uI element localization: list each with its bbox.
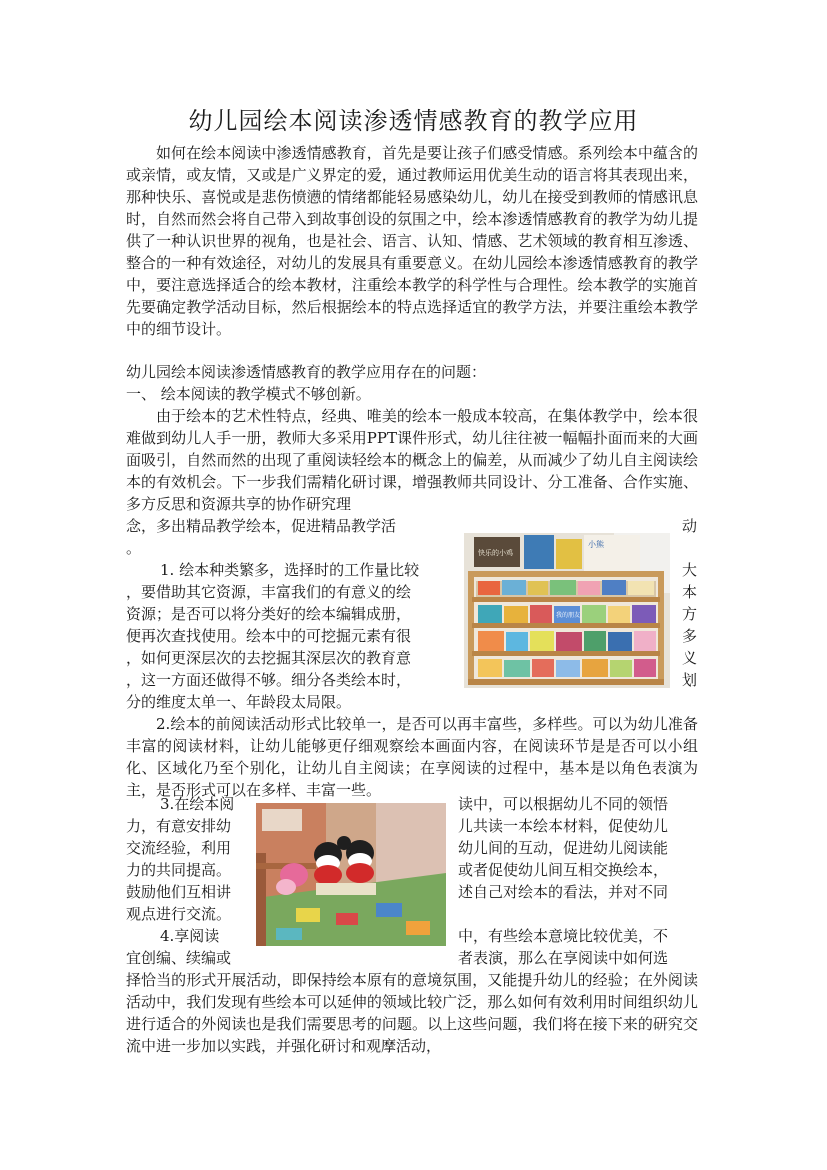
- item1-line-6: ，这一方面还做得不够。细分各类绘本时，: [126, 671, 412, 689]
- item3-right-5: 述自己对绘本的看法，并对不同: [458, 883, 669, 901]
- item3-right-1: 读中，可以根据幼儿不同的领悟: [458, 795, 669, 813]
- item4-right-2: 者表演，那么在享阅读中如何选: [458, 949, 669, 967]
- section1-last-line: 念，多出精品教学绘本，促进精品教学活: [126, 517, 397, 535]
- item3-right-3: 幼儿间的互动，促进幼儿阅读能: [458, 839, 669, 857]
- item2-paragraph: 2.绘本的前阅读活动形式比较单一，是否可以再丰富些，多样些。可以为幼儿准备丰富的阅读材料，让幼儿能够更仔细观察绘本画面内容，在阅读环节是是否可以小组化、区域化乃至个别化，让幼儿自主阅读；在享阅读的过程中，基本是以角色表演为主，是否形式可以在多样、丰富一些。: [126, 715, 698, 799]
- item1-right-2: 本: [682, 583, 698, 601]
- bookshelf-photo: [464, 533, 670, 688]
- item4-paragraph-rest: 择恰当的形式开展活动，即保持绘本原有的意境氛围，又能提升幼儿的经验；在外阅读活动中，我们发现有些绘本可以延伸的领域比较广泛，那么如何有效利用时间组织幼儿进行适合的外阅读也是我们需要思考的问题。以上这些问题，我们将在接下来的研究交流中进一步加以实践，并强化研讨和观摩活动，: [126, 971, 698, 1055]
- item3-right-2: 儿共读一本绘本材料，促使幼儿: [458, 817, 669, 835]
- item4-left-2: 宜创编、续编或: [126, 949, 232, 967]
- item1-line-2: ，要借助其它资源，丰富我们的有意义的绘: [126, 583, 412, 601]
- item1-line-1: 1. 绘本种类繁多，选择时的工作量比较: [160, 561, 420, 579]
- item1-line-3: 资源；是否可以将分类好的绘本编辑成册，: [126, 605, 412, 623]
- item3-left-2: 力，有意安排幼: [126, 817, 232, 835]
- section1-paragraph: 由于绘本的艺术性特点，经典、唯美的绘本一般成本较高，在集体教学中，绘本很难做到幼儿人手一册，教师大多采用PPT课件形式，幼儿往往被一幅幅扑面而来的大画面吸引，自然而然的出现了重阅读轻绘本的概念上的偏差，从而减少了幼儿自主阅读绘本的有效机会。下一步我们需精化研讨课，增强教师共同设计、分工准备、合作实施、多方反思和资源共享的协作研究理: [126, 407, 698, 513]
- item3-left-1: 3.在绘本阅: [160, 795, 235, 813]
- item1-line-5: ，如何更深层次的去挖掘其深层次的教育意: [126, 649, 412, 667]
- item1-right-6: 划: [682, 671, 698, 689]
- item1-line-4: 便再次查找使用。绘本中的可挖掘元素有很: [126, 627, 412, 645]
- item3-left-4: 力的共同提高。: [126, 861, 232, 879]
- item3-left-6: 观点进行交流。: [126, 905, 232, 923]
- item3-right-4: 或者促使幼儿间互相交换绘本，: [458, 861, 669, 879]
- book-title-b: 我的朋友: [556, 612, 581, 619]
- item1-right-1: 大: [682, 561, 698, 579]
- section1-heading: 一、 绘本阅读的教学模式不够创新。: [126, 385, 371, 403]
- book-title-a: 快乐的小鸡: [478, 549, 513, 557]
- reading-corner-photo: [256, 803, 446, 946]
- item4-right-1: 中，有些绘本意境比较优美，不: [458, 927, 669, 945]
- problems-heading: 幼儿园绘本阅读渗透情感教育的教学应用存在的问题：: [126, 363, 487, 381]
- item1-right-5: 义: [682, 649, 698, 667]
- book-title-c: 小熊: [588, 540, 604, 549]
- page-title: 幼儿园绘本阅读渗透情感教育的教学应用: [188, 107, 639, 135]
- item1-right-4: 多: [682, 627, 698, 645]
- item1-right-3: 方: [682, 605, 698, 623]
- section1-last-end: 动: [682, 517, 698, 535]
- item4-left-1: 4.享阅读: [160, 927, 220, 945]
- item3-left-5: 鼓励他们互相讲: [126, 883, 232, 901]
- intro-paragraph: 如何在绘本阅读中渗透情感教育，首先是要让孩子们感受情感。系列绘本中蕴含的或亲情，或友情，又或是广义界定的爱，通过教师运用优美生动的语言将其表现出来，那种快乐、喜悦或是悲伤愤懑的情绪都能轻易感染幼儿，幼儿在接受到教师的情感讯息时，自然而然会将自己带入到故事创设的氛围之中，绘本渗透情感教育的教学为幼儿提供了一种认识世界的视角，也是社会、语言、认知、情感、艺术领域的教育相互渗透、整合的一种有效途径，对幼儿的发展具有重要意义。在幼儿园绘本渗透情感教育的教学中，要注意选择适合的绘本教材，注重绘本教学的科学性与合理性。绘本教学的实施首先要确定教学活动目标，然后根据绘本的特点选择适宜的教学方法，并要注重绘本教学中的细节设计。: [126, 144, 698, 338]
- section1-period: 。: [126, 539, 142, 557]
- item1-last-line: 分的维度太单一、年龄段太局限。: [126, 693, 352, 711]
- item3-left-3: 交流经验，利用: [126, 839, 232, 857]
